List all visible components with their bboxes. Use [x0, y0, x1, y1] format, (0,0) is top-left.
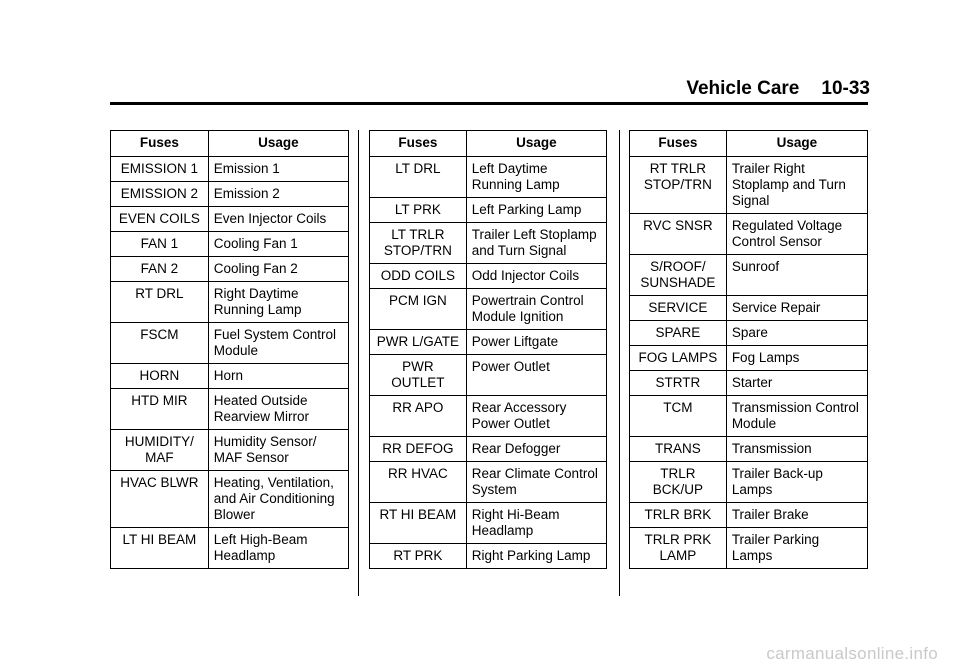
fuse-name: HUMIDITY/ MAF: [111, 430, 209, 471]
fuse-usage: Power Outlet: [466, 355, 606, 396]
fuse-name: SPARE: [630, 321, 727, 346]
table-row: [370, 157, 607, 198]
fuse-usage: Odd Injector Coils: [466, 264, 606, 289]
fuse-table: [110, 130, 349, 569]
fuse-usage: Sunroof: [726, 255, 867, 296]
header-rule: [110, 102, 868, 105]
fuse-name: STRTR: [630, 371, 727, 396]
table-row: [111, 157, 349, 182]
fuse-usage: Rear Defogger: [466, 437, 606, 462]
fuse-name: FSCM: [111, 323, 209, 364]
fuse-usage: Trailer Brake: [726, 503, 867, 528]
fuse-name: PWR L/GATE: [370, 330, 467, 355]
table-row: [630, 346, 868, 371]
fuse-name: HTD MIR: [111, 389, 209, 430]
fuse-name: LT DRL: [370, 157, 467, 198]
fuse-usage: Powertrain Control Module Ignition: [466, 289, 606, 330]
table-row: [630, 255, 868, 296]
fuse-usage: Cooling Fan 2: [208, 257, 348, 282]
fuse-usage: Right Parking Lamp: [466, 544, 606, 569]
fuse-name: HORN: [111, 364, 209, 389]
fuse-usage: Even Injector Coils: [208, 207, 348, 232]
fuse-usage: Left High-Beam Headlamp: [208, 528, 348, 569]
fuse-usage: Horn: [208, 364, 348, 389]
fuse-name: FAN 2: [111, 257, 209, 282]
fuse-usage: Fog Lamps: [726, 346, 867, 371]
table-row: [630, 371, 868, 396]
fuse-usage: Heating, Ventilation, and Air Conditioning Blower: [208, 471, 348, 528]
table-row: [370, 437, 607, 462]
fuse-usage: Starter: [726, 371, 867, 396]
fuse-usage: Rear Accessory Power Outlet: [466, 396, 606, 437]
fuse-name: RR APO: [370, 396, 467, 437]
table-row: [370, 355, 607, 396]
fuse-usage: Trailer Left Stoplamp and Turn Signal: [466, 223, 606, 264]
table-row: [111, 528, 349, 569]
table-row: [630, 396, 868, 437]
fuse-usage: Left Daytime Running Lamp: [466, 157, 606, 198]
fuse-name: RT DRL: [111, 282, 209, 323]
fuse-usage: Left Parking Lamp: [466, 198, 606, 223]
table-row: [370, 462, 607, 503]
fuse-name: EVEN COILS: [111, 207, 209, 232]
table-row: [630, 157, 868, 214]
table-row: [630, 437, 868, 462]
table-row: [111, 282, 349, 323]
fuse-name: EMISSION 1: [111, 157, 209, 182]
table-row: [630, 214, 868, 255]
table-row: [111, 323, 349, 364]
fuse-usage: Power Liftgate: [466, 330, 606, 355]
column-divider: [619, 130, 620, 596]
table-row: [370, 223, 607, 264]
fuse-name: PWR OUTLET: [370, 355, 467, 396]
fuse-name: RR DEFOG: [370, 437, 467, 462]
usage-header: Usage: [208, 131, 348, 157]
fuse-table: [369, 130, 607, 569]
fuse-name: SERVICE: [630, 296, 727, 321]
table-row: [111, 364, 349, 389]
fuses-header: Fuses: [111, 131, 209, 157]
fuse-usage: Trailer Parking Lamps: [726, 528, 867, 569]
table-row: [630, 528, 868, 569]
table-row: [111, 207, 349, 232]
fuse-name: EMISSION 2: [111, 182, 209, 207]
usage-header: Usage: [726, 131, 867, 157]
table-row: [111, 389, 349, 430]
table-row: [370, 330, 607, 355]
fuses-header: Fuses: [630, 131, 727, 157]
fuse-name: LT TRLR STOP/TRN: [370, 223, 467, 264]
fuse-usage: Trailer Back-up Lamps: [726, 462, 867, 503]
table-row: [370, 264, 607, 289]
fuse-name: FAN 1: [111, 232, 209, 257]
fuse-table: [629, 130, 868, 569]
fuse-usage: Emission 1: [208, 157, 348, 182]
table-row: [111, 232, 349, 257]
table-row: [630, 296, 868, 321]
fuse-name: TRLR PRK LAMP: [630, 528, 727, 569]
fuse-usage: Right Daytime Running Lamp: [208, 282, 348, 323]
fuse-usage: Right Hi-Beam Headlamp: [466, 503, 606, 544]
table-row: [111, 471, 349, 528]
fuse-name: RR HVAC: [370, 462, 467, 503]
fuse-usage: Cooling Fan 1: [208, 232, 348, 257]
table-row: [630, 321, 868, 346]
table-row: [370, 396, 607, 437]
usage-header: Usage: [466, 131, 606, 157]
fuse-name: TRLR BRK: [630, 503, 727, 528]
fuses-header: Fuses: [370, 131, 467, 157]
fuse-name: RVC SNSR: [630, 214, 727, 255]
fuse-name: S/ROOF/ SUNSHADE: [630, 255, 727, 296]
fuse-name: PCM IGN: [370, 289, 467, 330]
fuse-usage: Emission 2: [208, 182, 348, 207]
fuse-usage: Rear Climate Control System: [466, 462, 606, 503]
fuse-usage: Spare: [726, 321, 867, 346]
fuse-name: HVAC BLWR: [111, 471, 209, 528]
table-row: [370, 544, 607, 569]
fuse-name: TRANS: [630, 437, 727, 462]
fuse-usage: Trailer Right Stoplamp and Turn Signal: [726, 157, 867, 214]
table-row: [111, 257, 349, 282]
fuse-name: TCM: [630, 396, 727, 437]
column-divider: [358, 130, 359, 596]
table-row: [111, 182, 349, 207]
page-header: [0, 78, 870, 100]
table-row: [630, 503, 868, 528]
watermark: carmanualsonline.info: [766, 644, 938, 663]
fuse-name: RT HI BEAM: [370, 503, 467, 544]
fuse-usage: Regulated Voltage Control Sensor: [726, 214, 867, 255]
section-title: Vehicle Care: [686, 78, 800, 99]
table-row: [111, 430, 349, 471]
table-row: [370, 198, 607, 223]
fuse-usage: Heated Outside Rearview Mirror: [208, 389, 348, 430]
fuse-name: RT PRK: [370, 544, 467, 569]
fuse-name: LT HI BEAM: [111, 528, 209, 569]
fuse-usage: Transmission Control Module: [726, 396, 867, 437]
fuse-usage: Transmission: [726, 437, 867, 462]
table-row: [370, 503, 607, 544]
page-number: 10-33: [821, 78, 870, 99]
fuse-name: FOG LAMPS: [630, 346, 727, 371]
fuse-name: ODD COILS: [370, 264, 467, 289]
fuse-name: LT PRK: [370, 198, 467, 223]
fuse-usage: Service Repair: [726, 296, 867, 321]
table-row: [630, 462, 868, 503]
fuse-name: TRLR BCK/UP: [630, 462, 727, 503]
fuse-name: RT TRLR STOP/TRN: [630, 157, 727, 214]
table-row: [370, 289, 607, 330]
fuse-usage: Humidity Sensor/ MAF Sensor: [208, 430, 348, 471]
fuse-usage: Fuel System Control Module: [208, 323, 348, 364]
